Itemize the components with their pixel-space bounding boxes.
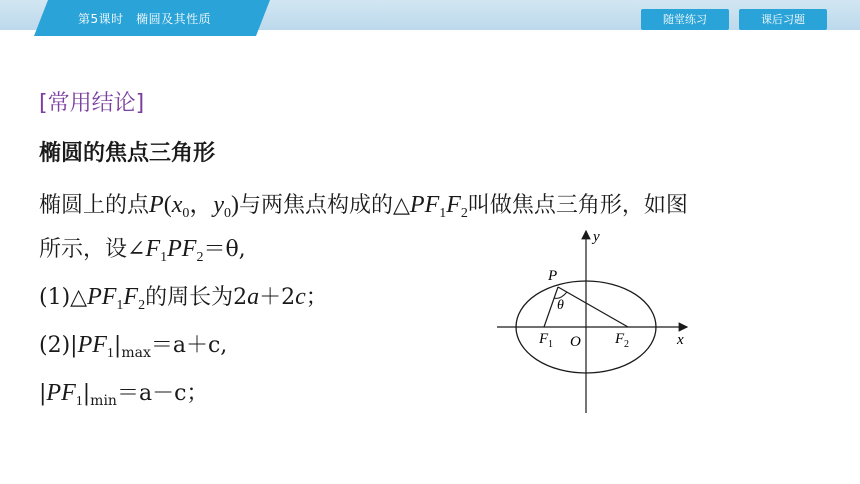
y-axis-label: y [593, 229, 600, 245]
paragraph-line-2 [39, 232, 246, 266]
point-p-coords: ($x_0$，$y_0$) [163, 192, 239, 221]
text-span: 叫做焦点三角形，如图 [467, 193, 688, 218]
conclusion-1 [39, 280, 328, 314]
paragraph-line-1 [39, 184, 688, 222]
section-heading: [常用结论] [39, 91, 145, 116]
segment-pf1 [544, 287, 558, 327]
ellipse-diagram [495, 225, 705, 420]
text-span: ＝a－c； [116, 381, 209, 406]
conclusion-3: $|PF_1|_{min}=a-c$； [39, 380, 209, 409]
focus-f2-label: F [615, 331, 625, 347]
segment-pf1: $PF_1$ [46, 380, 83, 409]
triangle-label: $PF_1F_2$ [87, 284, 146, 313]
text-span: 所示，设∠ [39, 237, 146, 262]
triangle-label: $PF_1F_2$ [409, 192, 468, 221]
nav-homework-button[interactable]: 课后习题 [739, 9, 827, 30]
text-span: (2)| [39, 333, 78, 358]
var-c: c [295, 284, 306, 310]
focus-f2-subscript: 2 [624, 339, 629, 350]
text-span: ； [305, 285, 328, 310]
var-a: a [247, 284, 260, 310]
lesson-title: 第5课时 椭圆及其性质 [78, 12, 212, 26]
nav-practice-button[interactable]: 随堂练习 [641, 9, 729, 30]
topic-heading: 椭圆的焦点三角形 [39, 141, 216, 166]
text-span: 的周长为2 [145, 285, 248, 310]
segment-pf2 [558, 287, 628, 327]
text-span: ＋2 [259, 285, 296, 310]
theta-label: θ [557, 298, 564, 313]
text-span: 椭圆上的点 [39, 193, 150, 218]
origin-label: O [570, 334, 581, 350]
point-p-formula: P [149, 192, 164, 218]
focus-f1-label: F [539, 331, 549, 347]
text-span: (1)△ [39, 285, 88, 310]
text-span: ＝a＋c, [150, 333, 228, 358]
text-span: ＝θ, [203, 237, 246, 262]
segment-pf1: $PF_1$ [77, 332, 114, 361]
angle-label: $F_1PF_2$ [145, 236, 204, 265]
focus-f1-subscript: 1 [548, 339, 553, 350]
point-p-label: P [548, 268, 558, 284]
text-span: 与两焦点构成的△ [239, 193, 410, 218]
x-axis-label: x [677, 332, 684, 348]
conclusion-2: $(2)|PF_1|_{max}=a+c$, [39, 332, 228, 361]
min-subscript: min [90, 393, 117, 409]
max-subscript: max [121, 345, 151, 361]
